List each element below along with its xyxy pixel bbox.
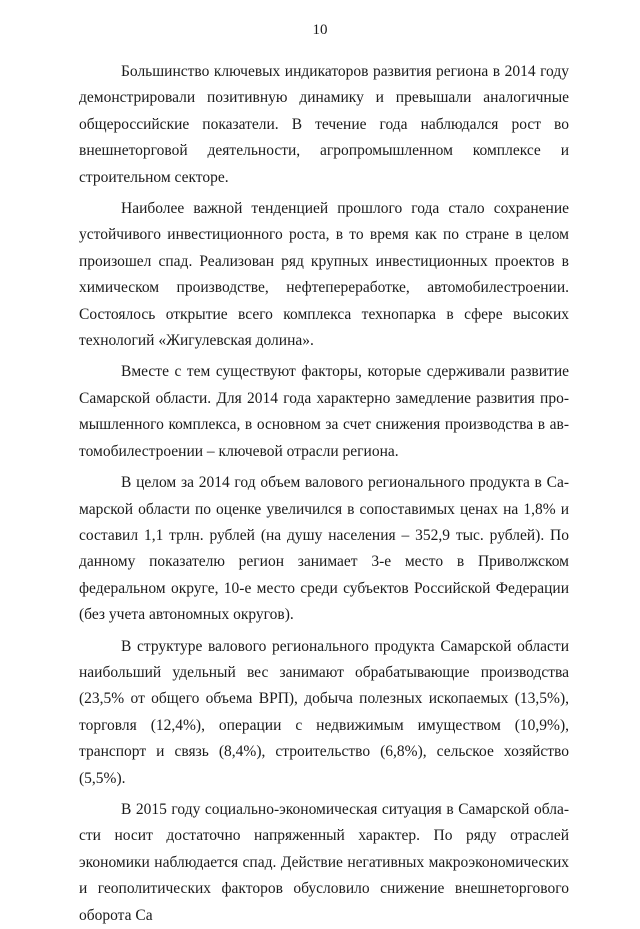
body-text <box>79 59 569 929</box>
paragraph-6: В 2015 году социально-экономическая ситуация в Самарской области носит достаточно напряженный характер. По ряду отраслей экономики наблюдается спад. Действие негативных макроэкономических и геополитических факторов обусловило снижение внешнеторгового оборота Са <box>79 800 569 924</box>
paragraph-5: В структуре валового регионального продукта Самарской области наибольший удельный вес занимают обрабатывающие производства (23,5% от общего объема ВРП), добыча полезных ископаемых (13,5%), торговля (12,4%), операции с недвижимым имуществом (10,9%), транспорт и связь (8,4%), строительство (6,8%), сельское хозяйство (5,5%). <box>79 637 569 787</box>
paragraph-1: Большинство ключевых индикаторов развития региона в 2014 году демонстрировали позитивную динамику и превышали аналогичные общероссийские показатели. В течение года наблюдался рост во внешнеторговой деятельности, агропромышленном комплексе и строительном секторе. <box>79 63 569 186</box>
paragraph-4: В целом за 2014 год объем валового регионального продукта в Самарской области по оценке увеличился в сопоставимых ценах на 1,8% и составил 1,1 трлн. рублей (на душу населения – 352,9 тыс. рублей). По данному показателю регион занимает 3-е место в Приволжском федеральном округе, 10-е место среди субъектов Российской Федерации (без учета автономных округов). <box>79 474 569 624</box>
paragraph-2: Наиболее важной тенденцией прошлого года стало сохранение устойчивого инвестиционного роста, в то время как по стране в целом произошел спад. Реализован ряд крупных инвестиционных проектов в химическом производстве, нефтепереработке, автомобилестроении. Состоялось открытие всего комплекса технопарка в сфере высоких технологий «Жигулевская долина». <box>79 200 569 350</box>
page-number: 10 <box>312 22 328 38</box>
paragraph-3: Вместе с тем существуют факторы, которые сдерживали развитие Самарской области. Для 2014 года характерно замедление развития промышленного комплекса, в основном за счет снижения производства в автомобилестроении – ключевой отрасли региона. <box>79 363 569 460</box>
